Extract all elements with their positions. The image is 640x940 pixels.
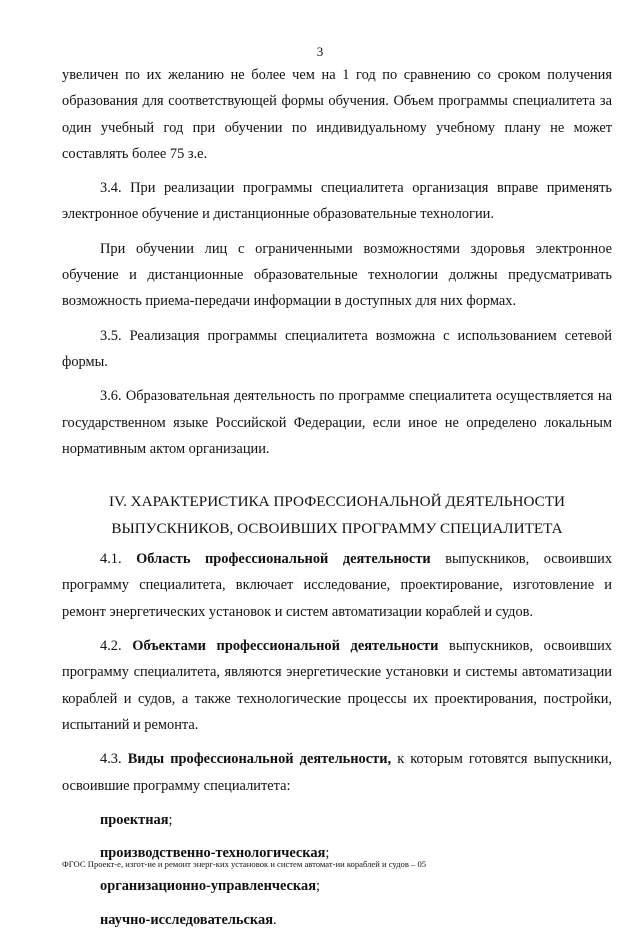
clause-number: 4.2.: [100, 638, 133, 655]
page-number: 3: [316, 44, 324, 59]
list-item: производственно-технологическая;: [100, 845, 330, 862]
section-heading-line-2: ВЫПУСКНИКОВ, ОСВОИВШИХ ПРОГРАММУ СПЕЦИАЛИТЕТА: [111, 520, 563, 538]
bold-term: Область профессиональной деятельности: [136, 551, 431, 568]
list-item: научно-исследовательская.: [100, 911, 277, 928]
clause-number: 4.3.: [100, 751, 128, 768]
paragraph-4-2: [62, 633, 612, 738]
paragraph-disabilities: При обучении лиц с ограниченными возможностями здоровья электронное обучение и дистанционные образовательные технологии должны предусматривать возможность приема-передачи информации в доступных для них формах.: [62, 240, 612, 310]
clause-text: выпускников, освоивших программу специалитета, являются энергетические установки и системы автоматизации кораблей и судов, а также технологические процессы их проектирования, постройки, испытаний и ремонта.: [62, 638, 612, 733]
document-body: [62, 62, 612, 940]
paragraph-3-6: 3.6. Образовательная деятельность по программе специалитета осуществляется на государственном языке Российской Федерации, если иное не определено локальным нормативным актом организации.: [62, 388, 612, 457]
section-heading: [62, 488, 612, 542]
paragraph-3-4: 3.4. При реализации программы специалитета организация вправе применять электронное обучение и дистанционные образовательные технологии.: [62, 180, 612, 223]
page-footer: ФГОС Проект-е, изгот-ие и ремонт энерг-ких установок и систем автомат-ии кораблей и судов – 05: [62, 859, 427, 869]
clause-text: выпускников, освоивших программу специалитета, включает исследование, проектирование, изготовление и ремонт энергетических установок и систем автоматизации кораблей и судов.: [62, 551, 613, 620]
paragraph-4-1: [62, 546, 612, 625]
list-item: проектная;: [100, 811, 173, 828]
list-item: организационно-управленческая;: [100, 878, 320, 895]
clause-text: к которым готовятся выпускники, освоившие программу специалитета:: [62, 751, 613, 794]
bold-term: Виды профессиональной деятельности,: [127, 751, 392, 768]
paragraph-continuation: увеличен по их желанию не более чем на 1 год по сравнению со сроком получения образования для соответствующей формы обучения. Объем программы специалитета за один учебный год при обучении по индивидуальному учебному плану не может составлять более 75 з.е.: [62, 67, 612, 162]
paragraph-4-3: [62, 746, 612, 799]
clause-number: 4.1.: [100, 551, 137, 568]
bold-term: Объектами профессиональной деятельности: [132, 638, 439, 655]
paragraph-3-5: 3.5. Реализация программы специалитета возможна с использованием сетевой формы.: [62, 327, 612, 370]
section-heading-line-1: IV. ХАРАКТЕРИСТИКА ПРОФЕССИОНАЛЬНОЙ ДЕЯТЕЛЬНОСТИ: [109, 493, 565, 511]
